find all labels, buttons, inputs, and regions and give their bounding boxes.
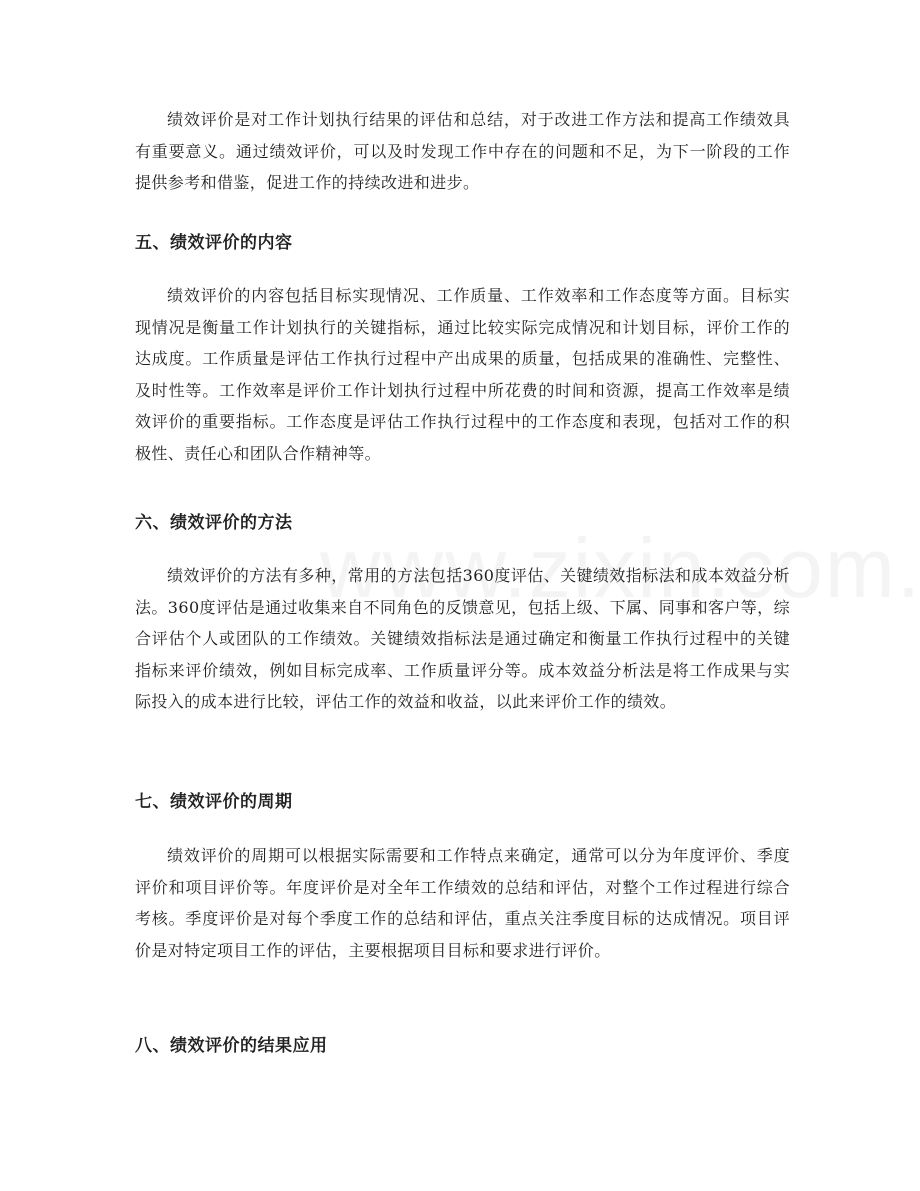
heading-section-6: 六、绩效评价的方法	[135, 513, 293, 533]
paragraph-section-6: 绩效评价的方法有多种，常用的方法包括360度评估、关键绩效指标法和成本效益分析法。360度评估是通过收集来自不同角色的反馈意见，包括上级、下属、同事和客户等，综合评估个人或团队的工作绩效。关键绩效指标法是通过确定和衡量工作执行过程中的关键指标来评价绩效，例如目标完成率、工作质量评分等。成本效益分析法是将工作成果与实际投入的成本进行比较，评估工作的效益和收益，以此来评价工作的绩效。	[135, 566, 790, 711]
paragraph-section-5: 绩效评价的内容包括目标实现情况、工作质量、工作效率和工作态度等方面。目标实现情况是衡量工作计划执行的关键指标，通过比较实际完成情况和计划目标，评价工作的达成度。工作质量是评估工作执行过程中产出成果的质量，包括成果的准确性、完整性、及时性等。工作效率是评价工作计划执行过程中所花费的时间和资源，提高工作效率是绩效评价的重要指标。工作态度是评估工作执行过程中的工作态度和表现，包括对工作的积极性、责任心和团队合作精神等。	[135, 286, 790, 463]
heading-section-7: 七、绩效评价的周期	[135, 792, 293, 812]
heading-section-5: 五、绩效评价的内容	[135, 233, 293, 253]
paragraph-section-7: 绩效评价的周期可以根据实际需要和工作特点来确定，通常可以分为年度评价、季度评价和项目评价等。年度评价是对全年工作绩效的总结和评估，对整个工作过程进行综合考核。季度评价是对每个季度工作的总结和评估，重点关注季度目标的达成情况。项目评价是对特定项目工作的评估，主要根据项目目标和要求进行评价。	[135, 846, 790, 960]
heading-section-8: 八、绩效评价的结果应用	[135, 1036, 328, 1056]
intro-paragraph: 绩效评价是对工作计划执行结果的评估和总结，对于改进工作方法和提高工作绩效具有重要意义。通过绩效评价，可以及时发现工作中存在的问题和不足，为下一阶段的工作提供参考和借鉴，促进工作的持续改进和进步。	[135, 110, 790, 192]
